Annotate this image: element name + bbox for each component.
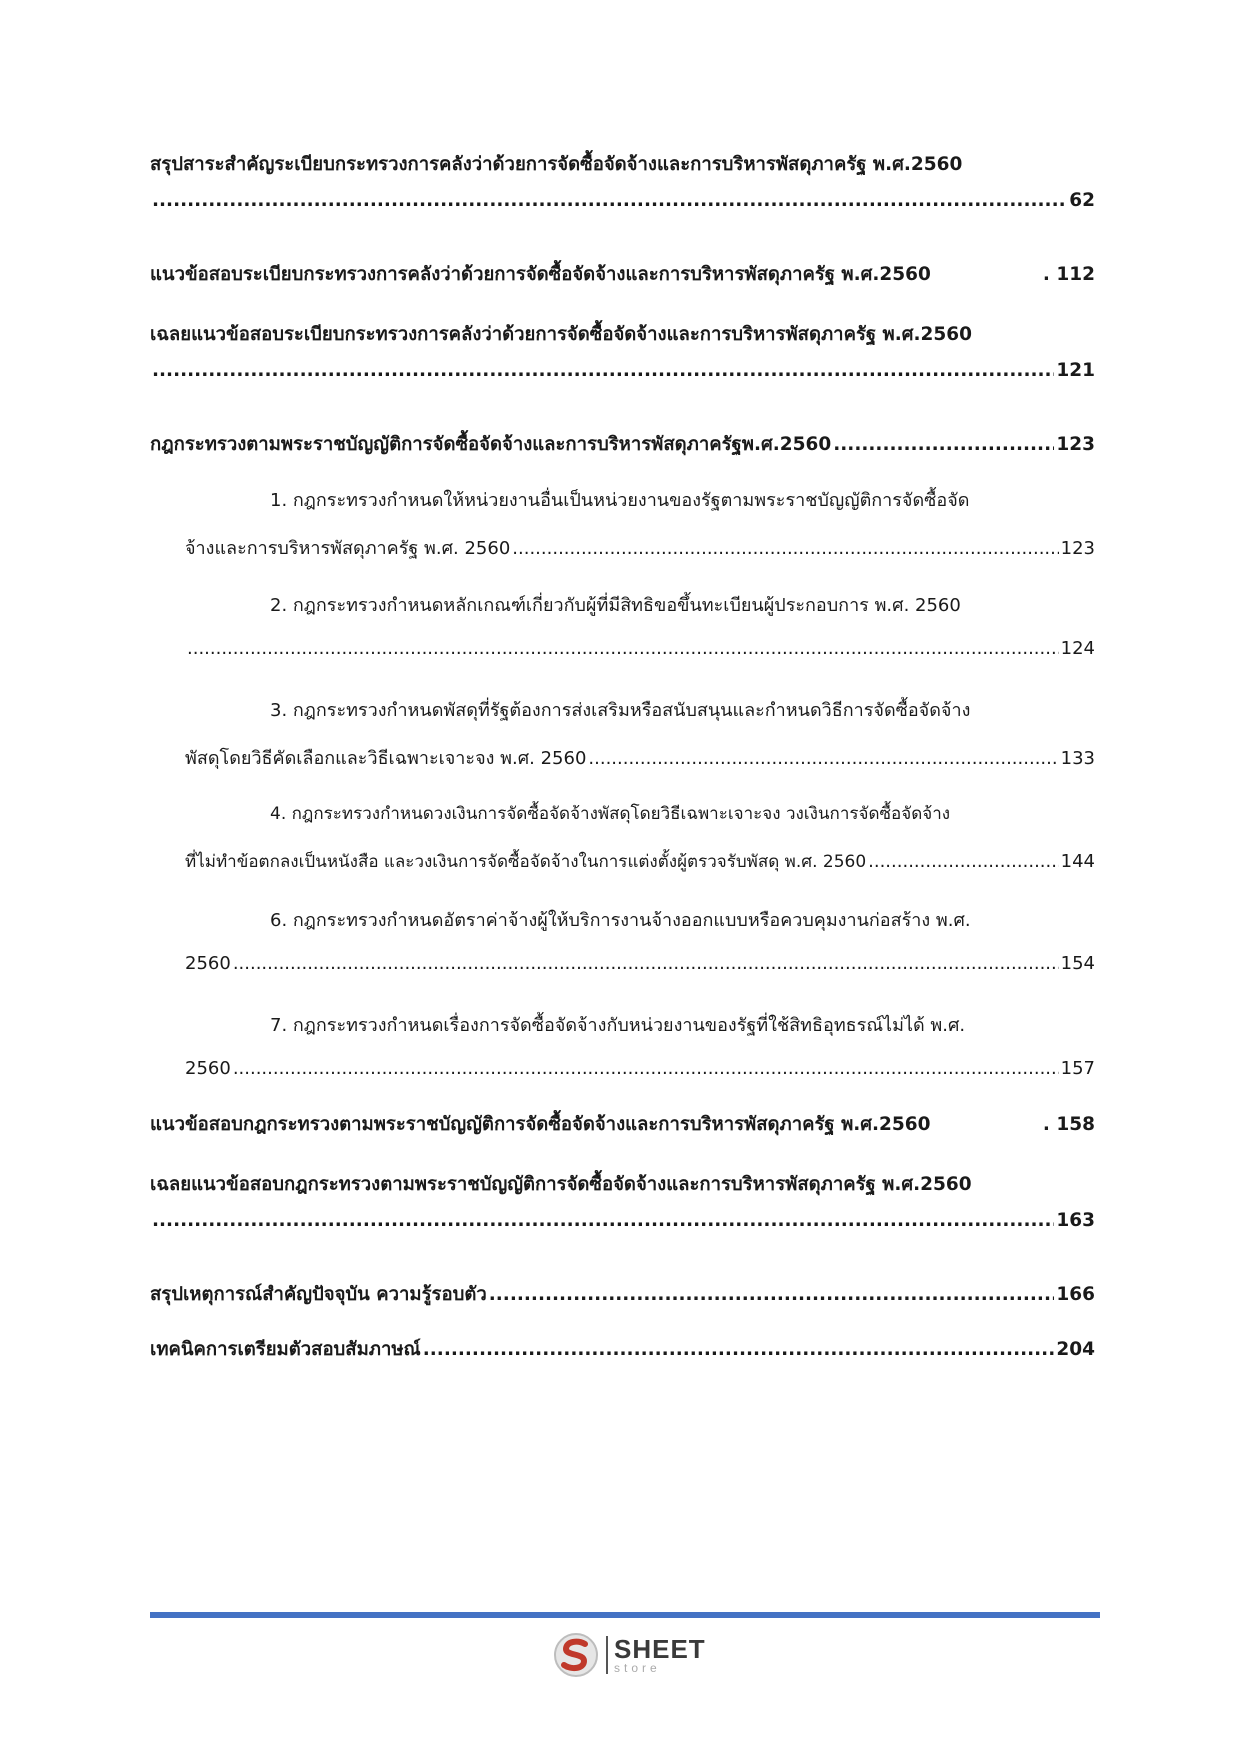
toc-page-number: 163 [1056, 1210, 1095, 1231]
toc-entry-title-cont: จ้างและการบริหารพัสดุภาครัฐ พ.ศ. 2560 [185, 538, 511, 559]
toc-subentry[interactable] [150, 590, 1095, 678]
toc-leader-dots [152, 1210, 1054, 1231]
toc-entry-title: 2. กฎกระทรวงกำหนดหลักเกณฑ์เกี่ยวกับผู้ที่มีสิทธิขอขึ้นทะเบียนผู้ประกอบการ พ.ศ. 2560 [270, 595, 961, 616]
toc-subentry[interactable] [150, 695, 1095, 783]
toc-leader-dots [233, 953, 1059, 974]
toc-entry-title: แนวข้อสอบระเบียบกระทรวงการคลังว่าด้วยการจัดซื้อจัดจ้างและการบริหารพัสดุภาครัฐ พ.ศ.2560 [150, 264, 931, 285]
toc-leader-dots [588, 748, 1058, 769]
toc-page-number: 204 [1056, 1339, 1095, 1360]
toc-leader-dots [833, 434, 1054, 455]
toc-entry[interactable] [150, 1280, 1095, 1320]
toc-entry-title: 1. กฎกระทรวงกำหนดให้หน่วยงานอื่นเป็นหน่วยงานของรัฐตามพระราชบัญญัติการจัดซื้อจัด [270, 490, 970, 511]
toc-leader-dots [233, 1058, 1059, 1079]
toc-leader-dots [187, 638, 1059, 659]
toc-entry-title: เฉลยแนวข้อสอบกฎกระทรวงตามพระราชบัญญัติการจัดซื้อจัดจ้างและการบริหารพัสดุภาครัฐ พ.ศ.2560 [150, 1174, 972, 1195]
toc-page-number: 144 [1060, 851, 1095, 872]
toc-entry[interactable] [150, 430, 1095, 470]
toc-entry[interactable]: แนวข้อสอบกฎกระทรวงตามพระราชบัญญัติการจัดซื้อจัดจ้างและการบริหารพัสดุภาครัฐ พ.ศ.2560 . 158 [150, 1110, 1095, 1150]
toc-entry-title: 3. กฎกระทรวงกำหนดพัสดุที่รัฐต้องการส่งเสริมหรือสนับสนุนและกำหนดวิธีการจัดซื้อจัดจ้าง [270, 700, 971, 721]
toc-entry-title: สรุปเหตุการณ์สำคัญปัจจุบัน ความรู้รอบตัว [150, 1284, 487, 1305]
toc-entry-title-cont: 2560 [185, 953, 231, 974]
toc-entry[interactable]: แนวข้อสอบระเบียบกระทรวงการคลังว่าด้วยการจัดซื้อจัดจ้างและการบริหารพัสดุภาครัฐ พ.ศ.2560 . 112 [150, 260, 1095, 300]
toc-page-number: 121 [1056, 360, 1095, 381]
toc-entry-title: 6. กฎกระทรวงกำหนดอัตราค่าจ้างผู้ให้บริการงานจ้างออกแบบหรือควบคุมงานก่อสร้าง พ.ศ. [270, 910, 971, 931]
toc-page-number: 158 [1056, 1114, 1095, 1135]
toc-leader-dots [512, 538, 1058, 559]
toc-entry-title-cont: 2560 [185, 1058, 231, 1079]
toc-entry-title: 7. กฎกระทรวงกำหนดเรื่องการจัดซื้อจัดจ้างกับหน่วยงานของรัฐที่ใช้สิทธิอุทธรณ์ไม่ได้ พ.ศ. [270, 1015, 966, 1036]
toc-leader-dots [152, 360, 1054, 381]
toc-entry-title: 4. กฎกระทรวงกำหนดวงเงินการจัดซื้อจัดจ้างพัสดุโดยวิธีเฉพาะเจาะจง วงเงินการจัดซื้อจัดจ้าง [270, 804, 951, 824]
toc-leader-dots [423, 1339, 1055, 1360]
toc-page-number: 123 [1060, 538, 1095, 559]
toc-page-number: 154 [1060, 953, 1095, 974]
logo-wordmark [606, 1636, 706, 1674]
toc-entry-title: แนวข้อสอบกฎกระทรวงตามพระราชบัญญัติการจัดซื้อจัดจ้างและการบริหารพัสดุภาครัฐ พ.ศ.2560 [150, 1114, 931, 1135]
toc-subentry[interactable] [150, 485, 1095, 573]
toc-entry-title: เฉลยแนวข้อสอบระเบียบกระทรวงการคลังว่าด้วยการจัดซื้อจัดจ้างและการบริหารพัสดุภาครัฐ พ.ศ.2560 [150, 324, 973, 345]
sheet-store-logo-icon [552, 1632, 600, 1678]
logo-sub-text: store [614, 1661, 661, 1675]
toc-entry[interactable] [150, 1170, 1095, 1250]
toc-page-number: 133 [1060, 748, 1095, 769]
footer-divider [150, 1612, 1100, 1618]
toc-entry-title: เทคนิคการเตรียมตัวสอบสัมภาษณ์ [150, 1339, 421, 1360]
toc-page-number: 112 [1056, 264, 1095, 285]
toc-entry-title-cont: ที่ไม่ทำข้อตกลงเป็นหนังสือ และวงเงินการจัดซื้อจัดจ้างในการแต่งตั้งผู้ตรวจรับพัสดุ พ.ศ. 2560 [185, 852, 867, 872]
toc-page-number: 124 [1060, 638, 1095, 659]
toc-entry-title: กฎกระทรวงตามพระราชบัญญัติการจัดซื้อจัดจ้างและการบริหารพัสดุภาครัฐพ.ศ.2560 [150, 434, 832, 455]
toc-page-number: 123 [1056, 434, 1095, 455]
toc-entry[interactable] [150, 320, 1095, 400]
toc-entry-title: สรุปสาระสำคัญระเบียบกระทรวงการคลังว่าด้วยการจัดซื้อจัดจ้างและการบริหารพัสดุภาครัฐ พ.ศ.2560 [150, 154, 963, 175]
toc-leader-dots [152, 190, 1067, 211]
toc-leader-dots [489, 1284, 1055, 1305]
logo-main-text: SHEET [614, 1634, 706, 1664]
toc-page-number: 166 [1056, 1284, 1095, 1305]
toc-leader-dots [868, 851, 1059, 872]
toc-entry[interactable] [150, 150, 1095, 230]
toc-entry-title-cont: พัสดุโดยวิธีคัดเลือกและวิธีเฉพาะเจาะจง พ.ศ. 2560 [185, 748, 587, 769]
brand-logo [552, 1632, 706, 1678]
toc-page-number: 157 [1060, 1058, 1095, 1079]
toc-subentry[interactable] [150, 800, 1095, 888]
toc-entry[interactable] [150, 1335, 1095, 1375]
toc-subentry[interactable] [150, 1010, 1095, 1098]
toc-page-number: 62 [1069, 190, 1095, 211]
toc-subentry[interactable] [150, 905, 1095, 993]
